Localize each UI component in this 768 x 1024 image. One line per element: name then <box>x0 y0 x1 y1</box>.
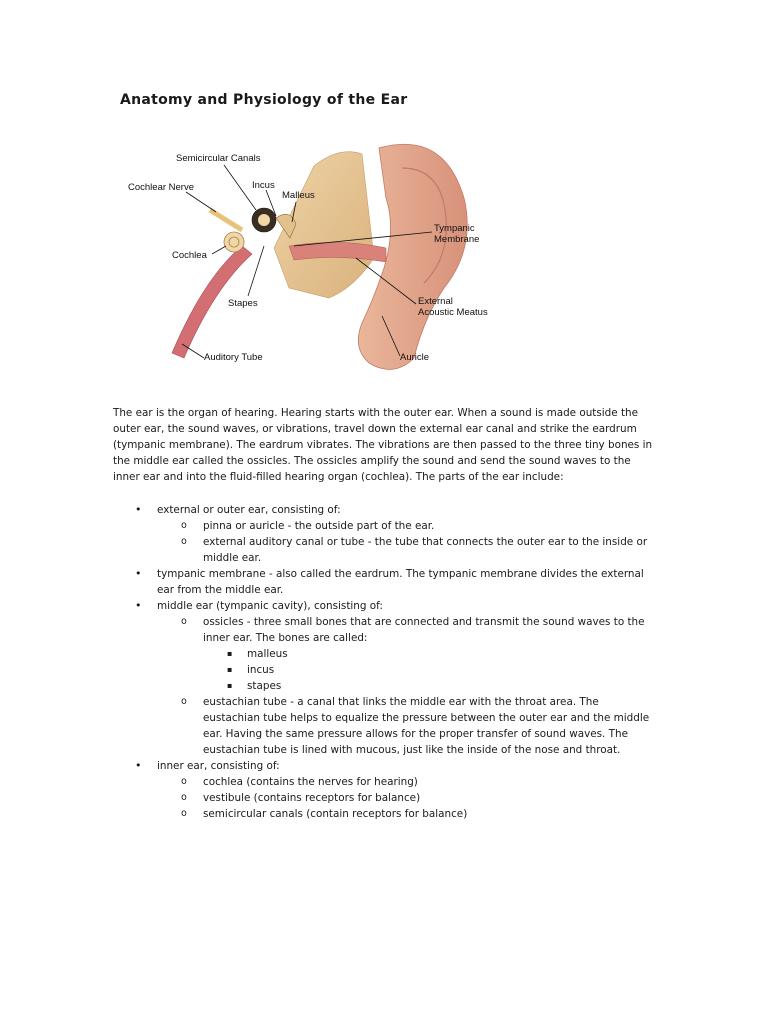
cochlea-shape <box>224 232 244 252</box>
label-auricle: Auricle <box>400 352 430 363</box>
list-item <box>157 694 658 758</box>
list-item-text: pinna or auricle - the outside part of the ear. <box>203 520 435 532</box>
list-item <box>157 806 658 822</box>
label-external-2: Acoustic Meatus <box>418 307 488 318</box>
label-external-1: External <box>418 296 453 307</box>
list-item-text: tympanic membrane - also called the eardrum. The tympanic membrane divides the external ear from the middle ear. <box>157 568 644 596</box>
list-item-text: vestibule (contains receptors for balance) <box>203 792 421 804</box>
list-item-text: ossicles - three small bones that are connected and transmit the sound waves to the inner ear. The bones are called: <box>203 616 645 644</box>
intro-paragraph: The ear is the organ of hearing. Hearing starts with the outer ear. When a sound is made outside the outer ear, the sound waves, or vibrations, travel down the external ear canal and strike the eardrum (tympanic membrane). The eardrum vibrates. The vibrations are then passed to the three tiny bones in the middle ear called the ossicles. The ossicles amplify the sound and send the sound waves to the inner ear and into the fluid-filled hearing organ (cochlea). The parts of the ear include: <box>113 407 653 483</box>
list-item-text: external or outer ear, consisting of: <box>157 504 341 516</box>
list-item <box>157 774 658 790</box>
label-semicircular-canals: Semicircular Canals <box>176 153 261 164</box>
list-item <box>203 646 658 662</box>
label-tympanic-2: Membrane <box>434 234 480 245</box>
label-cochlea: Cochlea <box>172 250 207 261</box>
list-item-text: cochlea (contains the nerves for hearing) <box>203 776 418 788</box>
label-tympanic-1: Tympanic <box>434 223 475 234</box>
ear-anatomy-figure <box>124 138 504 378</box>
list-item-text: inner ear, consisting of: <box>157 760 280 772</box>
list-item <box>113 502 658 566</box>
list-item <box>157 614 658 694</box>
list-item <box>113 758 658 822</box>
cochlear-nerve-shape <box>210 210 242 230</box>
list-item-text: eustachian tube - a canal that links the middle ear with the throat area. The eustachian tube helps to equalize the pressure between the outer ear and the middle ear. Having the same pressure allows for the proper transfer of sound waves. The eustachian tube is lined with mucous, just like the inside of the nose and throat. <box>203 696 650 756</box>
list-item <box>203 678 658 694</box>
label-incus: Incus <box>252 180 275 191</box>
list-item <box>203 662 658 678</box>
list-item-text: middle ear (tympanic cavity), consisting of: <box>157 600 383 612</box>
label-auditory-tube: Auditory Tube <box>204 352 263 363</box>
list-item-text: malleus <box>247 648 288 660</box>
list-item <box>157 534 658 566</box>
list-item-text: external auditory canal or tube - the tube that connects the outer ear to the inside or middle ear. <box>203 536 648 564</box>
page-title: Anatomy and Physiology of the Ear <box>120 92 408 108</box>
list-item <box>113 598 658 758</box>
ear-anatomy-illustration <box>124 138 504 378</box>
list-item <box>157 790 658 806</box>
list-item-text: stapes <box>247 680 282 692</box>
list-item-text: incus <box>247 664 275 676</box>
label-stapes: Stapes <box>228 298 258 309</box>
list-item <box>113 566 658 598</box>
label-cochlear-nerve: Cochlear Nerve <box>128 182 194 193</box>
label-malleus: Malleus <box>282 190 315 201</box>
list-item <box>157 518 658 534</box>
list-item-text: semicircular canals (contain receptors for balance) <box>203 808 468 820</box>
ear-parts-list <box>113 502 658 822</box>
